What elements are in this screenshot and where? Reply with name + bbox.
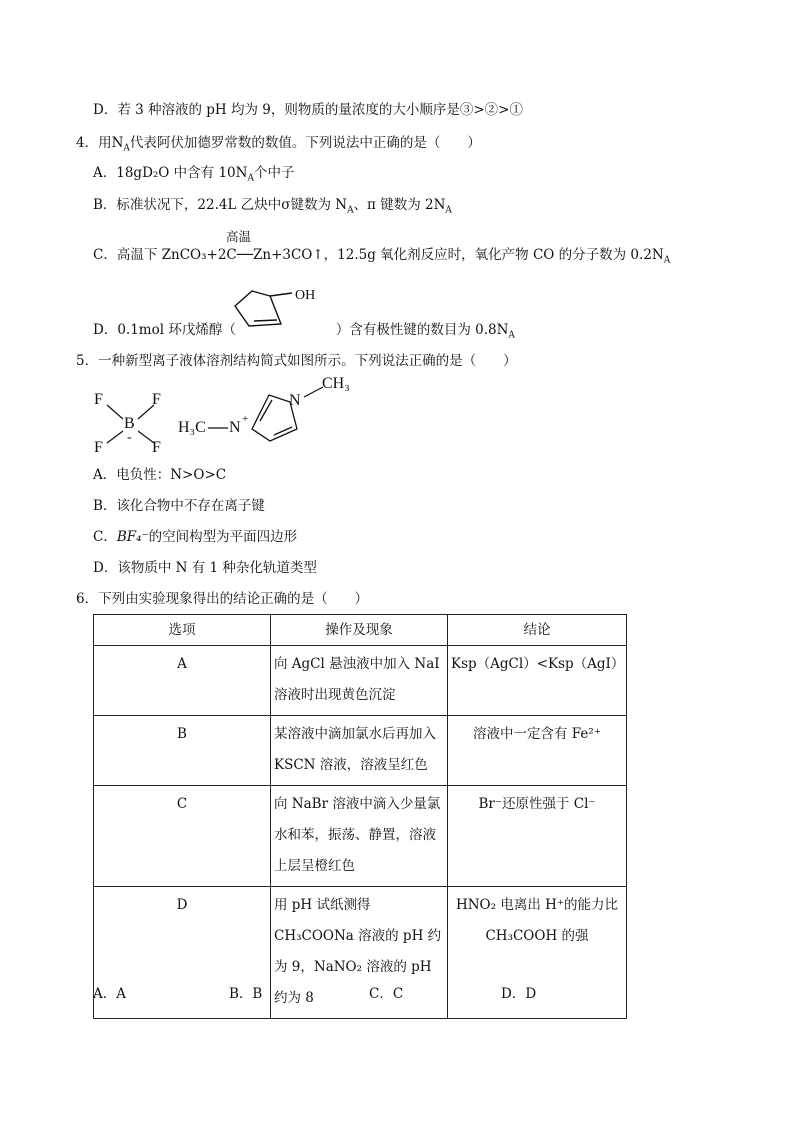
- q4-option-c: C．高温下 ZnCO₃+2C──Zn+3CO↑，12.5g 氧化剂反应时，氧化产物 CO 的分子数为 $0.2N_A$: [93, 247, 671, 266]
- q6-choice-b: B．B: [229, 986, 263, 1002]
- methyl-right: CH₃: [322, 375, 350, 392]
- q4-option-a: A．18gD₂O 中含有 $10N_A$个中子: [93, 165, 295, 184]
- atom-f2: F: [152, 391, 161, 408]
- q6-choice-c: C．C: [369, 986, 404, 1002]
- row-conclusion: 溶液中一定含有 Fe²⁺: [448, 716, 627, 786]
- ionic-liquid-structure: [90, 375, 370, 465]
- header-option: 选项: [94, 615, 271, 646]
- q5-stem: 5．一种新型离子液体溶剂结构简式如图所示。下列说法正确的是（ ）: [76, 353, 517, 369]
- row-conclusion: HNO₂ 电离出 H⁺的能力比 CH₃COOH 的强: [448, 887, 627, 1019]
- row-operation: 用 pH 试纸测得 CH₃COONa 溶液的 pH 约为 9，NaNO₂ 溶液的 pH 约为 8: [271, 887, 448, 1019]
- table-row: [94, 646, 627, 716]
- q3-option-d: D．若 3 种溶液的 pH 均为 9，则物质的量浓度的大小顺序是③>②>①: [93, 102, 523, 118]
- q4-stem: 4．用$N_A$代表阿伏加德罗常数的数值。下列说法中正确的是（ ）: [76, 135, 481, 154]
- oh-label: OH: [295, 288, 316, 303]
- row-conclusion: Ksp（AgCl）<Ksp（AgI）: [448, 646, 627, 716]
- q5-option-d: D．该物质中 N 有 1 种杂化轨道类型: [93, 560, 317, 576]
- atom-n: N: [289, 392, 301, 409]
- row-option: B: [94, 716, 271, 786]
- table-header-row: [94, 615, 627, 646]
- q5-option-a: A．电负性：N>O>C: [93, 467, 227, 483]
- q6-choice-a: A．A: [93, 986, 126, 1002]
- reaction-condition-label: 高温: [226, 229, 252, 244]
- header-operation: 操作及现象: [271, 615, 448, 646]
- atom-n-plus: N: [229, 419, 241, 436]
- atom-f3: F: [94, 439, 103, 456]
- table-row: [94, 887, 627, 1019]
- atom-f4: F: [152, 439, 161, 456]
- row-operation: 向 AgCl 悬浊液中加入 NaI 溶液时出现黄色沉淀: [271, 646, 448, 716]
- row-conclusion: Br⁻还原性强于 Cl⁻: [448, 786, 627, 887]
- charge-plus: +: [242, 413, 249, 425]
- row-option: D: [94, 887, 271, 1019]
- q5-option-c: C．BF₄⁻的空间构型为平面四边形: [93, 529, 298, 545]
- atom-b: B: [124, 415, 135, 432]
- q6-stem: 6．下列由实验现象得出的结论正确的是（ ）: [76, 591, 369, 607]
- table-row: [94, 716, 627, 786]
- atom-f1: F: [94, 391, 103, 408]
- q5-option-b: B．该化合物中不存在离子键: [93, 498, 265, 514]
- row-operation: 向 NaBr 溶液中滴入少量氯水和苯，振荡、静置，溶液上层呈橙红色: [271, 786, 448, 887]
- q6-choice-d: D．D: [501, 986, 537, 1002]
- experiment-table: [93, 614, 627, 1019]
- q4-option-d: D．0.1mol 环戊烯醇（ ）含有极性键的数目为 $0.8N_A$: [93, 322, 515, 341]
- charge-minus: -: [127, 430, 132, 445]
- row-option: A: [94, 646, 271, 716]
- row-operation: 某溶液中滴加氯水后再加入 KSCN 溶液，溶液呈红色: [271, 716, 448, 786]
- methyl-left: H₃C: [178, 419, 206, 436]
- header-conclusion: 结论: [448, 615, 627, 646]
- q4-option-b: B．标准状况下，22.4L 乙炔中σ键数为 $N_A$、π 键数为 $2N_A$: [93, 197, 452, 216]
- row-option: C: [94, 786, 271, 887]
- table-row: [94, 786, 627, 887]
